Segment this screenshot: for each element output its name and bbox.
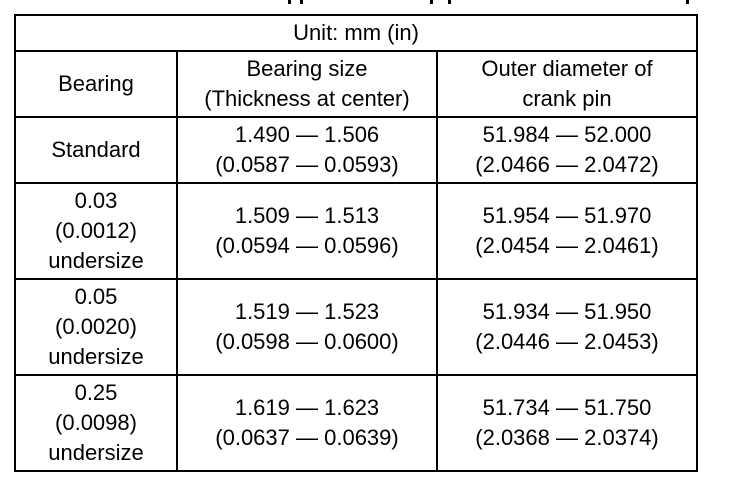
table-row	[15, 279, 697, 375]
diameter-in: (2.0454 — 2.0461)	[475, 233, 659, 258]
header-bearing	[15, 51, 177, 117]
diameter-in: (2.0466 — 2.0472)	[475, 152, 659, 177]
bearing-kind: undersize	[48, 440, 144, 465]
bearing-cell	[15, 279, 177, 375]
size-cell	[177, 117, 437, 183]
header-bearing-text: Bearing	[58, 71, 134, 96]
bearing-cell	[15, 117, 177, 183]
size-in: (0.0637 — 0.0639)	[215, 425, 399, 450]
bearing-size-in: (0.0020)	[55, 314, 137, 339]
header-bearing-size-line1: Bearing size	[246, 56, 368, 81]
header-bearing-size	[177, 51, 437, 117]
diameter-in: (2.0368 — 2.0374)	[475, 425, 659, 450]
diameter-in: (2.0446 — 2.0453)	[475, 329, 659, 354]
unit-row	[15, 15, 697, 51]
table-row	[15, 375, 697, 471]
size-in: (0.0598 — 0.0600)	[215, 329, 399, 354]
size-cell	[177, 183, 437, 279]
table-row	[15, 183, 697, 279]
bearing-text: Standard	[51, 137, 141, 162]
bearing-cell	[15, 183, 177, 279]
diameter-cell	[437, 183, 697, 279]
diameter-mm: 51.984 — 52.000	[482, 122, 652, 147]
size-in: (0.0594 — 0.0596)	[215, 233, 399, 258]
table-row	[15, 117, 697, 183]
bearing-size-mm: 0.25	[74, 380, 118, 405]
diameter-mm: 51.734 — 51.750	[482, 395, 652, 420]
bearing-size-in: (0.0012)	[55, 218, 137, 243]
size-mm: 1.619 — 1.623	[234, 395, 380, 420]
bearing-cell	[15, 375, 177, 471]
bearing-size-mm: 0.05	[74, 284, 118, 309]
unit-label: Unit: mm (in)	[15, 15, 697, 51]
header-row	[15, 51, 697, 117]
diameter-mm: 51.954 — 51.970	[482, 203, 652, 228]
size-mm: 1.509 — 1.513	[234, 203, 380, 228]
header-bearing-size-line2: (Thickness at center)	[204, 86, 410, 111]
size-mm: 1.519 — 1.523	[234, 299, 380, 324]
bearing-spec-table	[14, 14, 698, 472]
size-cell	[177, 375, 437, 471]
size-in: (0.0587 — 0.0593)	[215, 152, 399, 177]
diameter-cell	[437, 117, 697, 183]
diameter-cell	[437, 279, 697, 375]
bearing-kind: undersize	[48, 344, 144, 369]
clipped-previous-text	[0, 0, 736, 14]
size-cell	[177, 279, 437, 375]
bearing-kind: undersize	[48, 248, 144, 273]
size-mm: 1.490 — 1.506	[234, 122, 380, 147]
header-outer-diameter	[437, 51, 697, 117]
bearing-size-in: (0.0098)	[55, 410, 137, 435]
bearing-size-mm: 0.03	[74, 188, 118, 213]
diameter-mm: 51.934 — 51.950	[482, 299, 652, 324]
header-outer-diameter-line1: Outer diameter of	[481, 56, 653, 81]
header-outer-diameter-line2: crank pin	[522, 86, 612, 111]
diameter-cell	[437, 375, 697, 471]
